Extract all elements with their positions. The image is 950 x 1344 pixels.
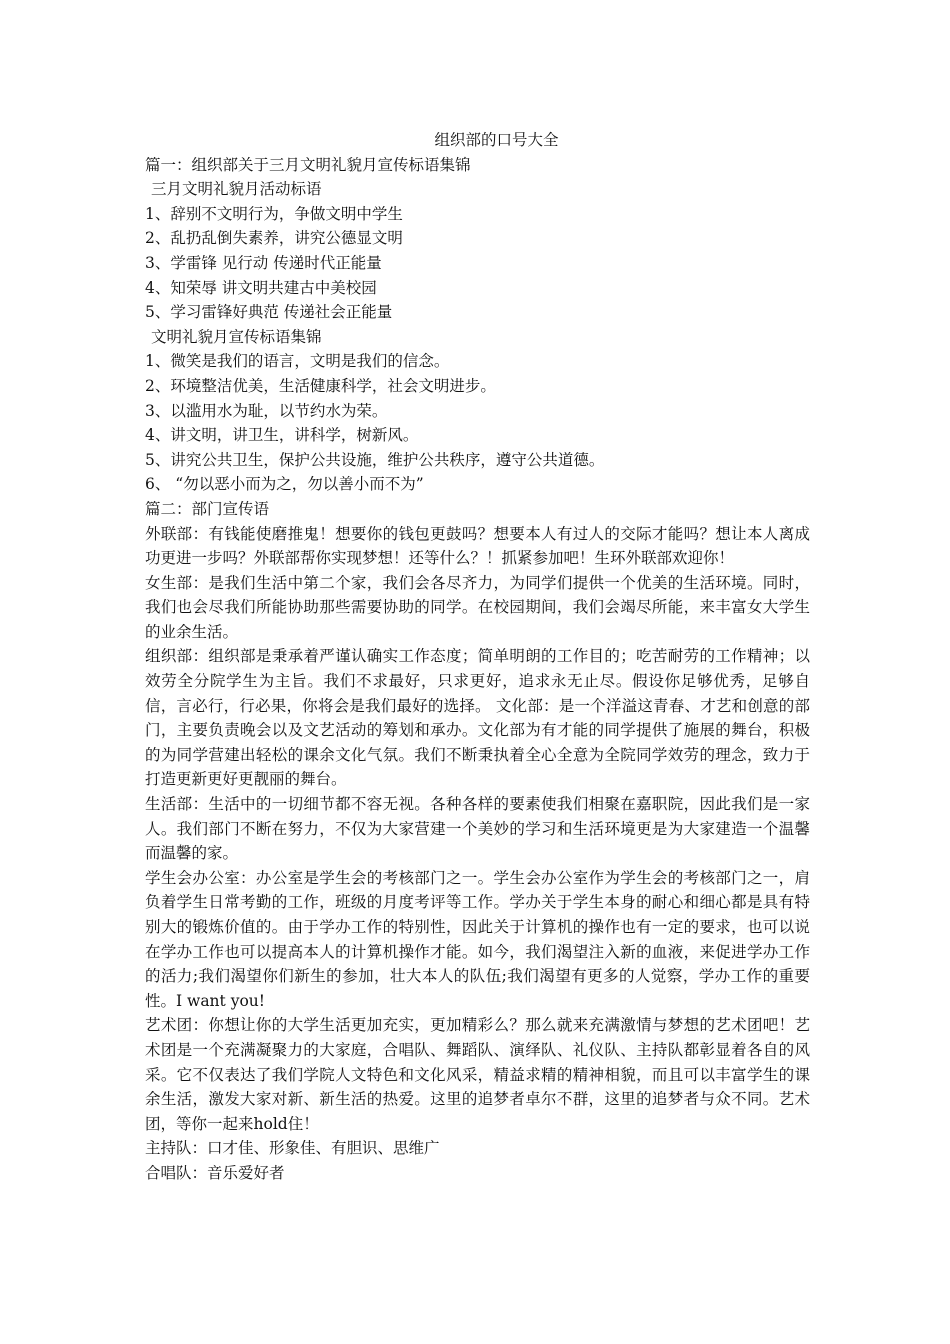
trailing-line: 合唱队：音乐爱好者 (145, 1163, 285, 1182)
section-heading-1: 篇一：组织部关于三月文明礼貌月宣传标语集锦 (145, 155, 471, 174)
subsection-heading-2: 文明礼貌月宣传标语集锦 (151, 327, 322, 346)
trailing-line: 主持队：口才佳、形象佳、有胆识、思维广 (145, 1139, 440, 1158)
paragraph-bangongshi: 学生会办公室：办公室是学生会的考核部门之一。学生会办公室作为学生会的考核部门之一，肩负着学生日常考勤的工作，班级的月度考评等工作。学办关于学生本身的耐心和细心都是具有特别大的锻炼价值的。由于学办工作的特别性，因此关于计算机的操作也有一定的要求，也可以说在学办工作也可以提高本人的计算机操作才能。如今，我们渴望注入新的血液，来促进学办工作的活力;我们渴望你们新生的参加，壮大本人的队伍;我们渴望有更多的人觉察，学办工作的重要性。I want you! (145, 868, 810, 1010)
list-item: 1、辞别不文明行为，争做文明中学生 (145, 204, 403, 223)
list-item: 2、乱扔乱倒失素养，讲究公德显文明 (145, 229, 403, 248)
paragraph-zuzhi: 组织部：组织部是秉承着严谨认确实工作态度；简单明朗的工作目的；吃苦耐劳的工作精神；以效劳全分院学生为主旨。我们不求最好，只求更好，追求永无止尽。假设你足够优秀，足够自信，言必行，行必果，你将会是我们最好的选择。 文化部：是一个洋溢这青春、才艺和创意的部门，主要负责晚会以及文艺活动的筹划和承办。文化部为有才能的同学提供了施展的舞台，积极的为同学营建出轻松的课余文化气氛。我们不断秉执着全心全意为全院同学效劳的理念，致力于打造更新更好更靓丽的舞台。 (145, 647, 810, 789)
paragraph-waillian: 外联部：有钱能使磨推鬼！想要你的钱包更鼓吗？想要本人有过人的交际才能吗？想让本人离成功更进一步吗？外联部帮你实现梦想！还等什么？！抓紧参加吧！生环外联部欢迎你！ (145, 524, 810, 568)
list-item: 5、讲究公共卫生，保护公共设施，维护公共秩序，遵守公共道德。 (145, 450, 605, 469)
paragraph-shenghuo: 生活部：生活中的一切细节都不容无视。各种各样的要素使我们相聚在嘉职院，因此我们是一家人。我们部门不断在努力，不仅为大家营建一个美妙的学习和生活环境更是为大家建造一个温馨而温馨的家。 (145, 795, 810, 863)
section-heading-2: 篇二：部门宣传语 (145, 499, 270, 518)
subsection-heading-1: 三月文明礼貌月活动标语 (151, 180, 322, 199)
list-item: 3、以滥用水为耻，以节约水为荣。 (145, 401, 388, 420)
list-item: 3、学雷锋 见行动 传递时代正能量 (145, 253, 382, 272)
list-item: 5、学习雷锋好典范 传递社会正能量 (145, 303, 393, 322)
list-item: 2、环境整洁优美，生活健康科学，社会文明进步。 (145, 376, 496, 395)
document-body (145, 128, 810, 1186)
list-item: 4、知荣辱 讲文明共建古中美校园 (145, 278, 377, 297)
list-item: 1、微笑是我们的语言，文明是我们的信念。 (145, 352, 450, 371)
list-item: 4、讲文明，讲卫生，讲科学，树新风。 (145, 426, 419, 445)
paragraph-yishutuan: 艺术团：你想让你的大学生活更加充实，更加精彩么？那么就来充满激情与梦想的艺术团吧！艺术团是一个充满凝聚力的大家庭，合唱队、舞蹈队、演绎队、礼仪队、主持队都彰显着各自的风采。它不仅表达了我们学院人文特色和文化风采，精益求精的精神相貌，而且可以丰富学生的课余生活，激发大家对新、新生活的热爱。这里的追梦者卓尔不群，这里的追梦者与众不同。艺术团，等你一起来hold住！ (145, 1016, 810, 1133)
paragraph-nvsheng: 女生部：是我们生活中第二个家，我们会各尽齐力，为同学们提供一个优美的生活环境。同时，我们也会尽我们所能协助那些需要协助的同学。在校园期间，我们会竭尽所能，来丰富女大学生的业余生活。 (145, 573, 810, 641)
list-item: 6、 “勿以恶小而为之，勿以善小而不为” (145, 475, 424, 494)
document-title: 组织部的口号大全 (434, 131, 559, 149)
